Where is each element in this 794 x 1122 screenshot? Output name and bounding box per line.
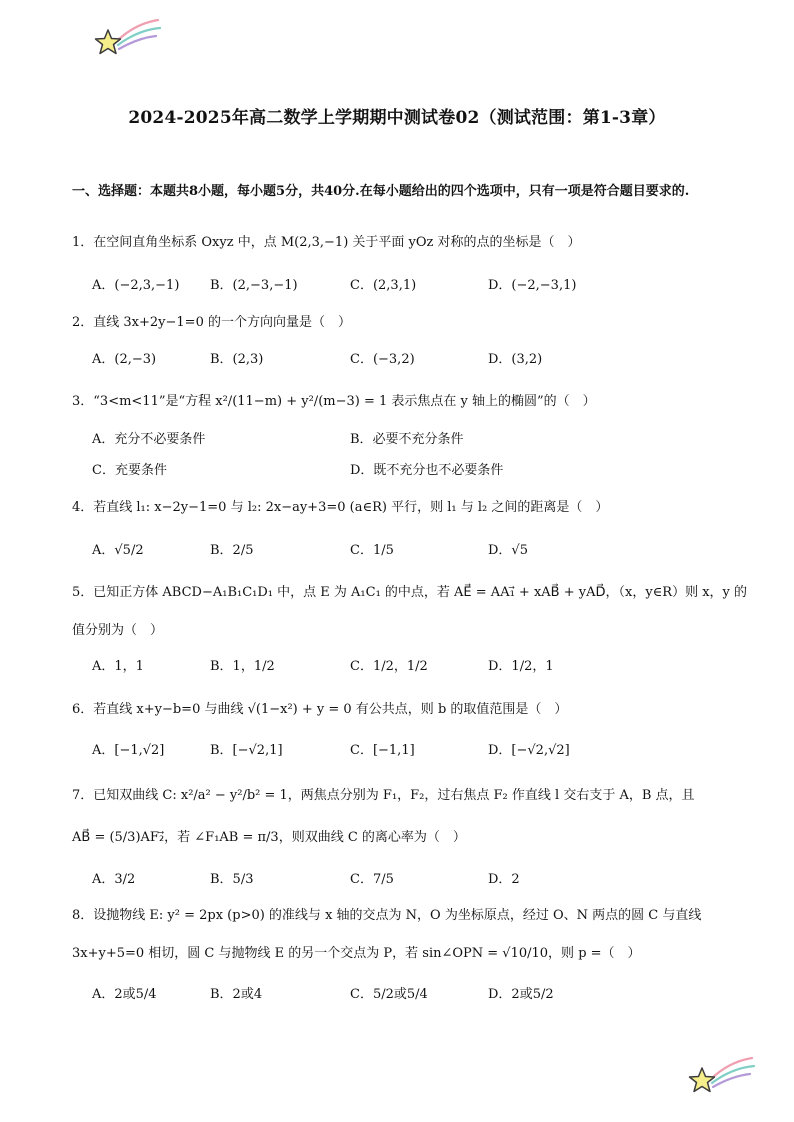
question-2-stem: 2．直线 3x+2y−1=0 的一个方向向量是（ ）: [72, 315, 351, 330]
option-a[interactable]: A．充分不必要条件: [92, 432, 206, 447]
section-heading: 一、选择题：本题共8小题，每小题5分，共40分.在每小题给出的四个选项中，只有一项是符合题目要求的.: [72, 184, 690, 199]
option-c[interactable]: C．7/5: [350, 872, 394, 887]
option-b[interactable]: B．1，1/2: [210, 659, 275, 674]
option-c[interactable]: C．(−3,2): [350, 352, 415, 367]
option-b[interactable]: B．(2,−3,−1): [210, 278, 298, 293]
option-a[interactable]: A．2或5/4: [92, 987, 157, 1002]
option-a[interactable]: A．(−2,3,−1): [92, 278, 180, 293]
question-1-stem: 1．在空间直角坐标系 Oxyz 中，点 M(2,3,−1) 关于平面 yOz 对称的点的坐标是（ ）: [72, 235, 581, 250]
question-4-stem: 4．若直线 l₁: x−2y−1=0 与 l₂: 2x−ay+3=0 (a∈R) 平行，则 l₁ 与 l₂ 之间的距离是（ ）: [72, 500, 609, 515]
option-a[interactable]: A．1，1: [92, 659, 144, 674]
option-d[interactable]: D．1/2，1: [488, 659, 554, 674]
question-8-stem: 8．设抛物线 E: y² = 2px (p>0) 的准线与 x 轴的交点为 N，O 为坐标原点，经过 O、N 两点的圆 C 与直线: [72, 908, 702, 923]
question-7-stem-continued: AB⃗ = (5/3)AF₂⃗，若 ∠F₁AB = π/3，则双曲线 C 的离心率为（ ）: [72, 830, 466, 845]
option-d[interactable]: D．(−2,−3,1): [488, 278, 577, 293]
option-b[interactable]: B．2或4: [210, 987, 263, 1002]
shooting-star-icon: [686, 1054, 756, 1098]
shooting-star-icon: [92, 16, 162, 60]
option-b[interactable]: B．2/5: [210, 543, 254, 558]
question-7-stem: 7．已知双曲线 C: x²/a² − y²/b² = 1，两焦点分别为 F₁，F₂，过右焦点 F₂ 作直线 l 交右支于 A，B 点，且: [72, 788, 695, 803]
option-d[interactable]: D．(3,2): [488, 352, 543, 367]
option-c[interactable]: C．1/5: [350, 543, 394, 558]
question-3-stem: 3．“3<m<11”是“方程 x²/(11−m) + y²/(m−3) = 1 表示焦点在 y 轴上的椭圆”的（ ）: [72, 394, 596, 409]
option-a[interactable]: A．(2,−3): [92, 352, 157, 367]
option-d[interactable]: D．既不充分也不必要条件: [350, 463, 504, 478]
option-d[interactable]: D．2: [488, 872, 520, 887]
option-d[interactable]: D．[−√2,√2]: [488, 743, 570, 758]
question-8-stem-continued: 3x+y+5=0 相切，圆 C 与抛物线 E 的另一个交点为 P，若 sin∠OPN = √10/10，则 p =（ ）: [72, 946, 641, 961]
option-b[interactable]: B．必要不充分条件: [350, 432, 464, 447]
option-b[interactable]: B．(2,3): [210, 352, 264, 367]
option-a[interactable]: A．[−1,√2]: [92, 743, 165, 758]
option-c[interactable]: C．充要条件: [92, 463, 167, 478]
option-a[interactable]: A．3/2: [92, 872, 136, 887]
option-a[interactable]: A．√5/2: [92, 543, 144, 558]
option-d[interactable]: D．√5: [488, 543, 528, 558]
page-title: 2024-2025年高二数学上学期期中测试卷02（测试范围：第1-3章）: [128, 108, 666, 128]
option-c[interactable]: C．(2,3,1): [350, 278, 417, 293]
question-5-stem: 5．已知正方体 ABCD−A₁B₁C₁D₁ 中，点 E 为 A₁C₁ 的中点，若 AE⃗ = AA₁⃗ + xAB⃗ + yAD⃗，（x，y∈R）则 x，y 的: [72, 585, 748, 600]
option-d[interactable]: D．2或5/2: [488, 987, 554, 1002]
option-b[interactable]: B．[−√2,1]: [210, 743, 283, 758]
question-5-stem-continued: 值分别为（ ）: [72, 623, 164, 638]
option-c[interactable]: C．5/2或5/4: [350, 987, 428, 1002]
option-b[interactable]: B．5/3: [210, 872, 254, 887]
option-c[interactable]: C．1/2，1/2: [350, 659, 428, 674]
option-c[interactable]: C．[−1,1]: [350, 743, 415, 758]
question-6-stem: 6．若直线 x+y−b=0 与曲线 √(1−x²) + y = 0 有公共点，则 b 的取值范围是（ ）: [72, 702, 568, 717]
